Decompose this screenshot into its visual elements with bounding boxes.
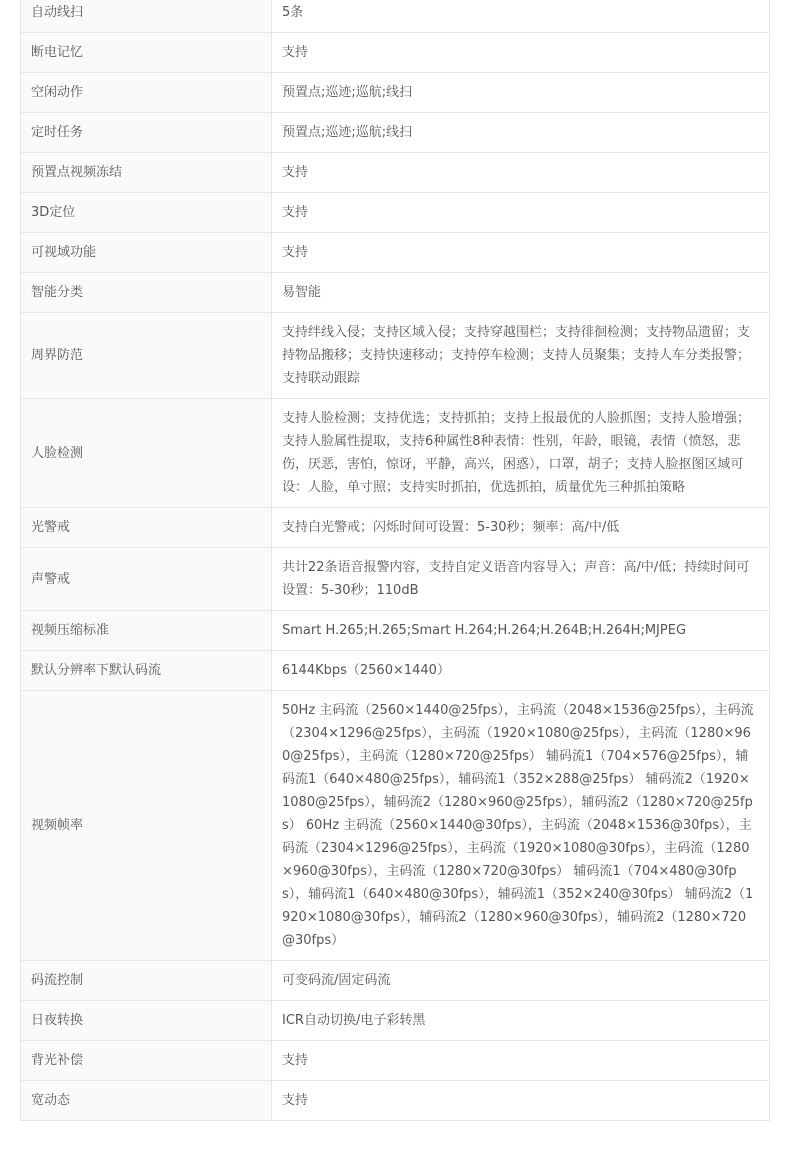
spec-row-bitrate-control bbox=[21, 961, 770, 1001]
spec-row-face-detection bbox=[21, 399, 770, 508]
spec-row-power-off-memory bbox=[21, 33, 770, 73]
spec-value: 支持人脸检测；支持优选；支持抓拍；支持上报最优的人脸抓图；支持人脸增强；支持人脸属性提取，支持6种属性8种表情：性别，年龄，眼镜，表情（愤怒，悲伤，厌恶，害怕，惊讶，平静，高兴，困惑），口罩，胡子；支持人脸抠图区域可设：人脸，单寸照；支持实时抓拍，优选抓拍，质量优先三种抓拍策略 bbox=[272, 399, 770, 508]
spec-value: 可变码流/固定码流 bbox=[272, 961, 770, 1001]
spec-label: 3D定位 bbox=[21, 193, 272, 233]
spec-label: 人脸检测 bbox=[21, 399, 272, 508]
spec-label: 智能分类 bbox=[21, 273, 272, 313]
spec-label: 默认分辨率下默认码流 bbox=[21, 651, 272, 691]
spec-value: 支持 bbox=[272, 153, 770, 193]
spec-value: 预置点;巡迹;巡航;线扫 bbox=[272, 73, 770, 113]
spec-value: 共计22条语音报警内容，支持自定义语音内容导入；声音：高/中/低；持续时间可设置：5-30秒；110dB bbox=[272, 548, 770, 611]
spec-row-light-alert bbox=[21, 508, 770, 548]
spec-value: 易智能 bbox=[272, 273, 770, 313]
spec-row-3d-positioning bbox=[21, 193, 770, 233]
spec-label: 声警戒 bbox=[21, 548, 272, 611]
spec-value: 支持 bbox=[272, 33, 770, 73]
spec-row-perimeter-protection bbox=[21, 313, 770, 399]
spec-value: Smart H.265;H.265;Smart H.264;H.264;H.264B;H.264H;MJPEG bbox=[272, 611, 770, 651]
spec-row-video-frame-rate bbox=[21, 691, 770, 961]
spec-label: 定时任务 bbox=[21, 113, 272, 153]
spec-row-default-bitrate bbox=[21, 651, 770, 691]
spec-value: 6144Kbps（2560×1440） bbox=[272, 651, 770, 691]
spec-value: 支持 bbox=[272, 193, 770, 233]
spec-row-visual-domain bbox=[21, 233, 770, 273]
spec-value: ICR自动切换/电子彩转黑 bbox=[272, 1001, 770, 1041]
spec-value: 支持绊线入侵；支持区域入侵；支持穿越围栏；支持徘徊检测；支持物品遗留；支持物品搬移；支持快速移动；支持停车检测；支持人员聚集；支持人车分类报警；支持联动跟踪 bbox=[272, 313, 770, 399]
spec-label: 码流控制 bbox=[21, 961, 272, 1001]
spec-value: 支持 bbox=[272, 1041, 770, 1081]
spec-label: 背光补偿 bbox=[21, 1041, 272, 1081]
spec-row-backlight-compensation bbox=[21, 1041, 770, 1081]
spec-row-auto-line-scan bbox=[21, 0, 770, 33]
spec-label: 预置点视频冻结 bbox=[21, 153, 272, 193]
spec-label: 空闲动作 bbox=[21, 73, 272, 113]
spec-value: 预置点;巡迹;巡航;线扫 bbox=[272, 113, 770, 153]
spec-row-wide-dynamic bbox=[21, 1081, 770, 1121]
spec-row-scheduled-task bbox=[21, 113, 770, 153]
spec-value: 支持 bbox=[272, 1081, 770, 1121]
spec-value: 50Hz 主码流（2560×1440@25fps），主码流（2048×1536@25fps），主码流（2304×1296@25fps），主码流（1920×1080@25fps），主码流（1280×960@25fps），主码流（1280×720@25fps） 辅码流1（704×576@25fps），辅码流1（640×480@25fps），辅码流1（352×288@25fps） 辅码流2（1920×1080@25fps），辅码流2（1280×960@25fps），辅码流2（1280×720@25fps） 60Hz 主码流（2560×1440@30fps），主码流（2048×1536@30fps），主码流（2304×1296@25fps），主码流（1920×1080@30fps），主码流（1280×960@30fps），主码流（1280×720@30fps） 辅码流1（704×480@30fps），辅码流1（640×480@30fps），辅码流1（352×240@30fps） 辅码流2（1920×1080@30fps），辅码流2（1280×960@30fps），辅码流2（1280×720@30fps） bbox=[272, 691, 770, 961]
spec-row-smart-classification bbox=[21, 273, 770, 313]
spec-row-video-compression bbox=[21, 611, 770, 651]
spec-label: 光警戒 bbox=[21, 508, 272, 548]
spec-label: 视频帧率 bbox=[21, 691, 272, 961]
spec-label: 周界防范 bbox=[21, 313, 272, 399]
spec-value: 支持 bbox=[272, 233, 770, 273]
spec-label: 断电记忆 bbox=[21, 33, 272, 73]
spec-table bbox=[20, 0, 770, 1121]
spec-label: 视频压缩标准 bbox=[21, 611, 272, 651]
spec-value: 支持白光警戒；闪烁时间可设置：5-30秒；频率：高/中/低 bbox=[272, 508, 770, 548]
spec-label: 日夜转换 bbox=[21, 1001, 272, 1041]
spec-row-preset-video-freeze bbox=[21, 153, 770, 193]
spec-row-day-night bbox=[21, 1001, 770, 1041]
spec-label: 可视域功能 bbox=[21, 233, 272, 273]
spec-label: 宽动态 bbox=[21, 1081, 272, 1121]
spec-label: 自动线扫 bbox=[21, 0, 272, 33]
spec-row-sound-alert bbox=[21, 548, 770, 611]
spec-value: 5条 bbox=[272, 0, 770, 33]
spec-row-idle-action bbox=[21, 73, 770, 113]
